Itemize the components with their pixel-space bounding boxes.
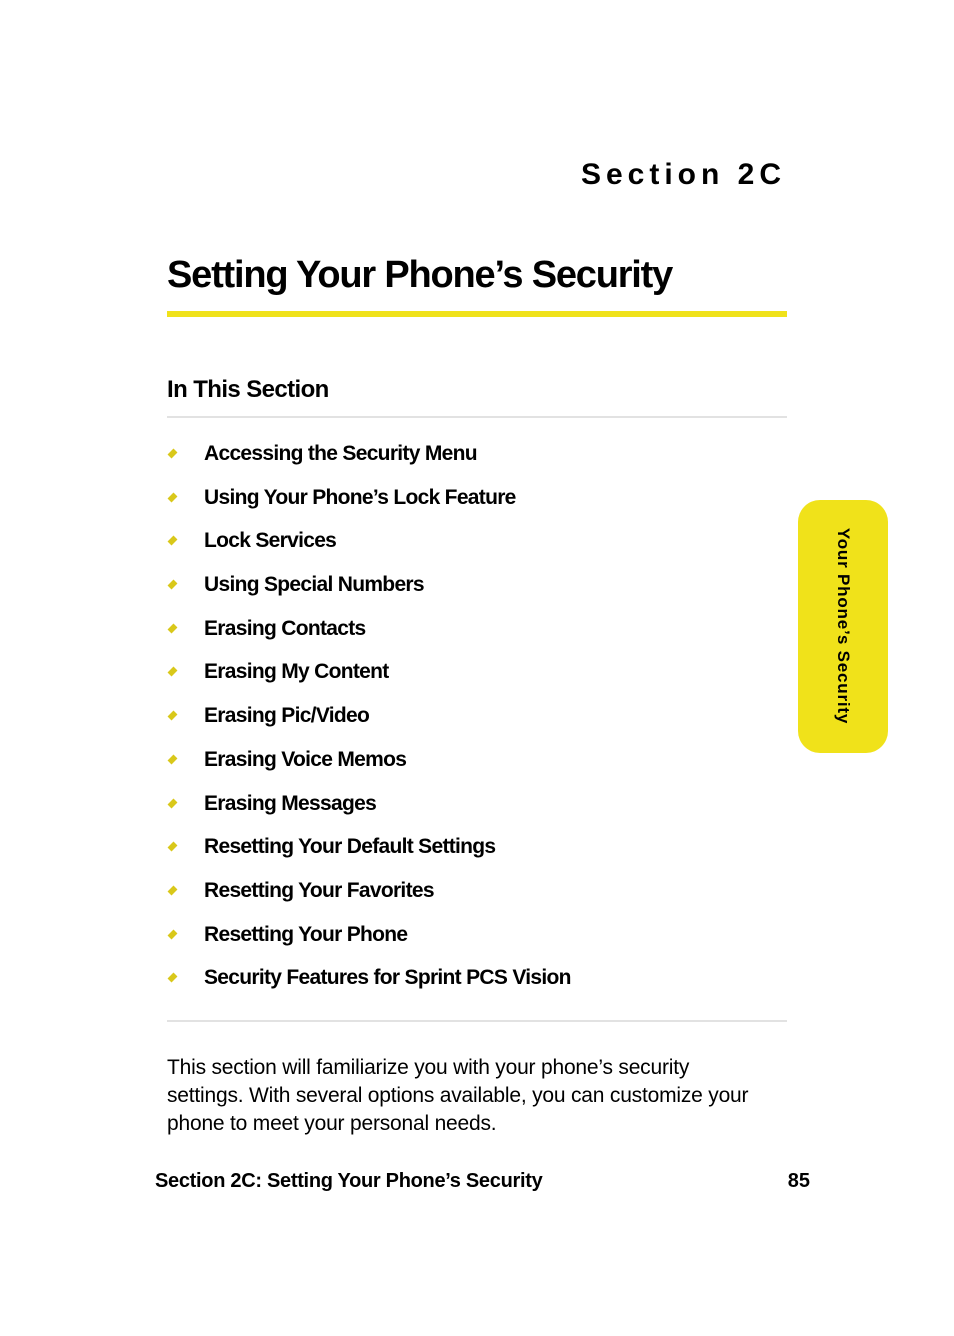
footer-section-title: Section 2C: Setting Your Phone’s Security: [155, 1170, 543, 1192]
diamond-bullet-icon: [168, 536, 178, 546]
diamond-bullet-icon: [168, 449, 178, 459]
list-item-label: Resetting Your Favorites: [204, 878, 434, 902]
list-item-label: Erasing Pic/Video: [204, 704, 370, 728]
diamond-bullet-icon: [168, 885, 178, 895]
list-item-label: Using Special Numbers: [204, 573, 424, 597]
heading-divider: [167, 416, 787, 418]
list-item-label: Erasing Voice Memos: [204, 747, 407, 771]
diamond-bullet-icon: [168, 711, 178, 721]
title-underline: [167, 311, 787, 317]
list-item-label: Erasing My Content: [204, 660, 389, 684]
chapter-side-tab: [798, 500, 888, 753]
intro-paragraph: This section will familiarize you with your phone’s security settings. With several options available, you can customize your phone to meet your personal needs.: [167, 1056, 749, 1135]
list-item-label: Using Your Phone’s Lock Feature: [204, 485, 516, 509]
list-item-label: Resetting Your Phone: [204, 922, 408, 946]
in-this-section-heading: In This Section: [167, 376, 329, 403]
diamond-bullet-icon: [168, 667, 178, 677]
list-item-label: Erasing Messages: [204, 791, 377, 815]
diamond-bullet-icon: [168, 623, 178, 633]
section-label: Section 2C: [580, 158, 786, 191]
diamond-bullet-icon: [168, 492, 178, 502]
diamond-bullet-icon: [168, 842, 178, 852]
diamond-bullet-icon: [168, 929, 178, 939]
list-item-label: Security Features for Sprint PCS Vision: [204, 966, 571, 990]
diamond-bullet-icon: [168, 973, 178, 983]
diamond-bullet-icon: [168, 798, 178, 808]
page-number: 85: [787, 1170, 810, 1192]
list-item-label: Resetting Your Default Settings: [204, 835, 496, 859]
list-item-label: Lock Services: [204, 529, 337, 553]
list-item-label: Erasing Contacts: [204, 616, 366, 640]
list-end-divider: [167, 1020, 787, 1022]
list-item-label: Accessing the Security Menu: [204, 442, 477, 465]
page-title: Setting Your Phone’s Security: [167, 254, 673, 296]
diamond-bullet-icon: [168, 754, 178, 764]
side-tab-label: Your Phone’s Security: [834, 527, 853, 725]
diamond-bullet-icon: [168, 580, 178, 590]
